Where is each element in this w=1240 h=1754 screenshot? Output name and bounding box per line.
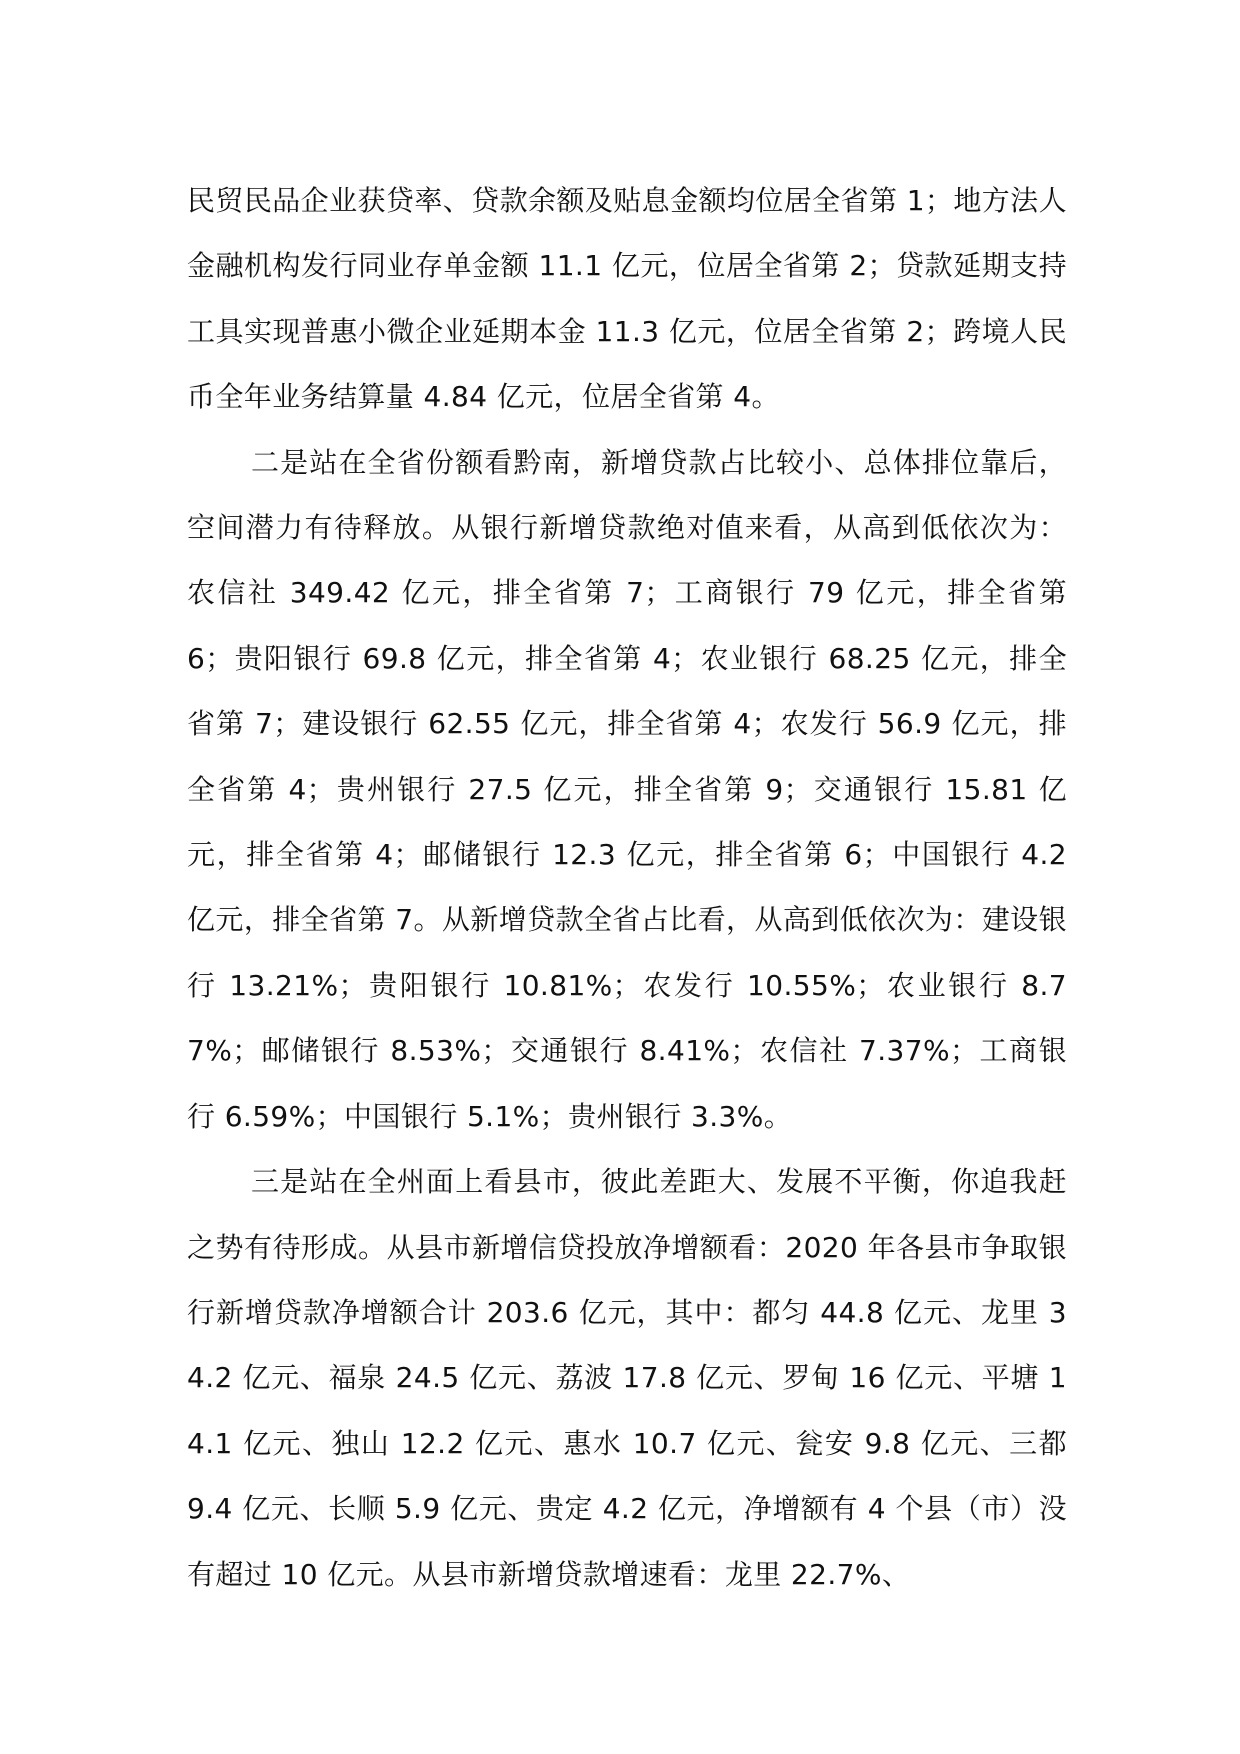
paragraph-provincial-share: 二是站在全省份额看黔南，新增贷款占比较小、总体排位靠后，空间潜力有待释放。从银行新增贷款绝对值来看，从高到低依次为：农信社 349.42 亿元，排全省第 7；工商银行 79 亿元，排全省第 6；贵阳银行 69.8 亿元，排全省第 4；农业银行 68.25 亿元，排全省第 7；建设银行 62.55 亿元，排全省第 4；农发行 56.9 亿元，排全省第 4；贵州银行 27.5 亿元，排全省第 9；交通银行 15.81 亿元，排全省第 4；邮储银行 12.3 亿元，排全省第 6；中国银行 4.2 亿元，排全省第 7。从新增贷款全省占比看，从高到低依次为：建设银行 13.21%；贵阳银行 10.81%；农发行 10.55%；农业银行 8.77%；邮储银行 8.53%；交通银行 8.41%；农信社 7.37%；工商银行 6.59%；中国银行 5.1%；贵州银行 3.3%。 [187, 445, 1067, 1133]
paragraph-county-comparison: 三是站在全州面上看县市，彼此差距大、发展不平衡，你追我赶之势有待形成。从县市新增信贷投放净增额看：2020 年各县市争取银行新增贷款净增额合计 203.6 亿元，其中：都匀 44.8 亿元、龙里 34.2 亿元、福泉 24.5 亿元、荔波 17.8 亿元、罗甸 16 亿元、平塘 14.1 亿元、独山 12.2 亿元、惠水 10.7 亿元、瓮安 9.8 亿元、三都 9.4 亿元、长顺 5.9 亿元、贵定 4.2 亿元，净增额有 4 个县（市）没有超过 10 亿元。从县市新增贷款增速看：龙里 22.7%、 [187, 1165, 1067, 1591]
document-page [187, 168, 1067, 1607]
paragraph-continued: 民贸民品企业获贷率、贷款余额及贴息金额均位居全省第 1；地方法人金融机构发行同业存单金额 11.1 亿元，位居全省第 2；贷款延期支持工具实现普惠小微企业延期本金 11.3 亿元，位居全省第 2；跨境人民币全年业务结算量 4.84 亿元，位居全省第 4。 [187, 184, 1067, 414]
